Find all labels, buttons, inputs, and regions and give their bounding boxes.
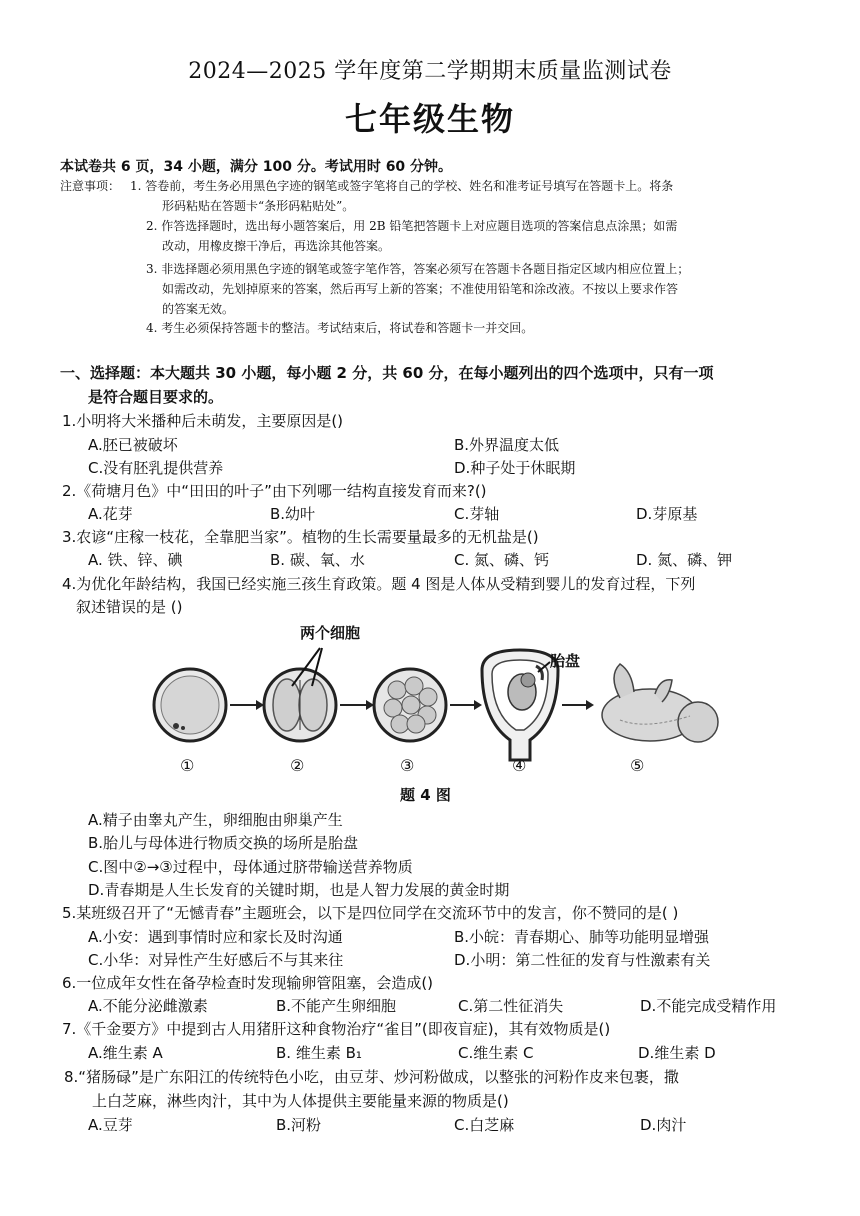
q4-option-b: B.胎儿与母体进行物质交换的场所是胎盘 — [88, 834, 359, 852]
arrow-3 — [450, 700, 482, 710]
notes-label: 注意事项： — [60, 179, 121, 193]
q7-option-c: C.维生素 C — [458, 1044, 534, 1062]
q2-option-c: C.芽轴 — [454, 505, 500, 523]
note-3b: 如需改动，先划掉原来的答案，然后再写上新的答案；不准使用铅笔和涂改液。不按以上要求作答 — [162, 282, 679, 296]
q1-option-b: B.外界温度太低 — [454, 436, 560, 454]
q1-stem: 1.小明将大米播种后未萌发，主要原因是() — [62, 412, 344, 430]
stage-number-1: ① — [180, 756, 195, 775]
figure-4-caption: 题 4 图 — [400, 786, 451, 804]
exam-subject: 七年级生物 — [344, 100, 515, 138]
q2-option-d: D.芽原基 — [636, 505, 698, 523]
uterus-fetus — [482, 650, 558, 760]
q3-option-c: C. 氮、磷、钙 — [454, 551, 550, 569]
note-2a: 2. 作答选择题时，选出每小题答案后，用 2B 铅笔把答题卡上对应题目选项的答案信息点涂黑；如需 — [146, 219, 678, 233]
q1-option-d: D.种子处于休眠期 — [454, 459, 576, 477]
stage-number-4: ④ — [512, 756, 527, 775]
exam-title: 2024—2025 学年度第二学期期末质量监测试卷 — [188, 59, 672, 84]
note-3a: 3. 非选择题必须用黑色字迹的钢笔或签字笔作答，答案必须写在答题卡各题目指定区域内相应位置上； — [146, 262, 690, 276]
section-1-heading-cont: 是符合题目要求的。 — [88, 388, 224, 406]
arrow-1 — [230, 700, 264, 710]
label-placenta: 胎盘 — [550, 652, 581, 670]
q7-option-a: A.维生素 A — [88, 1044, 163, 1062]
q5-option-d: D.小明：第二性征的发育与性激素有关 — [454, 951, 711, 969]
q4-stem: 4.为优化年龄结构，我国已经实施三孩生育政策。题 4 图是人体从受精到婴儿的发育过程，下列 — [62, 575, 696, 593]
q4-option-a: A.精子由睾丸产生，卵细胞由卵巢产生 — [88, 811, 343, 829]
note-1a: 1. 答卷前，考生务必用黑色字迹的钢笔或签字笔将自己的学校、姓名和准考证号填写在答题卡上。将条 — [130, 179, 674, 193]
q4-option-c: C.图中②→③过程中，母体通过脐带输送营养物质 — [88, 858, 413, 876]
q8-option-a: A.豆芽 — [88, 1116, 133, 1134]
label-two-cells: 两个细胞 — [300, 624, 361, 642]
q5-option-a: A.小安：遇到事情时应和家长及时沟通 — [88, 928, 343, 946]
stage-number-3: ③ — [400, 756, 415, 775]
q6-option-b: B.不能产生卵细胞 — [276, 997, 397, 1015]
figure-4-diagram — [150, 620, 730, 810]
q7-option-b: B. 维生素 B₁ — [276, 1044, 362, 1062]
morula-stage — [374, 669, 446, 741]
q3-option-a: A. 铁、锌、碘 — [88, 551, 183, 569]
q5-stem: 5.某班级召开了“无憾青春”主题班会，以下是四位同学在交流环节中的发言，你不赞同的是( ) — [62, 904, 679, 922]
note-4: 4. 考生必须保持答题卡的整洁。考试结束后，将试卷和答题卡一并交回。 — [146, 321, 534, 335]
q2-option-b: B.幼叶 — [270, 505, 316, 523]
fertilized-egg-cell — [154, 669, 226, 741]
stage-number-5: ⑤ — [630, 756, 645, 775]
q4-option-d: D.青春期是人生长发育的关键时期，也是人智力发展的黄金时期 — [88, 881, 510, 899]
q1-option-c: C.没有胚乳提供营养 — [88, 459, 224, 477]
q5-option-c: C.小华：对异性产生好感后不与其来往 — [88, 951, 344, 969]
q7-option-d: D.维生素 D — [638, 1044, 716, 1062]
note-2b: 改动，用橡皮擦干净后，再选涂其他答案。 — [162, 239, 391, 253]
q3-option-d: D. 氮、磷、钾 — [636, 551, 733, 569]
note-3c: 的答案无效。 — [162, 302, 235, 316]
q3-option-b: B. 碳、氧、水 — [270, 551, 365, 569]
q6-option-c: C.第二性征消失 — [458, 997, 564, 1015]
arrow-4 — [562, 700, 594, 710]
q8-stem: 8.“猪肠碌”是广东阳江的传统特色小吃，由豆芽、炒河粉做成，以整张的河粉作皮来包裹，撒 — [64, 1068, 679, 1086]
q1-option-a: A.胚已被破坏 — [88, 436, 178, 454]
two-cell-stage — [264, 669, 336, 741]
q3-stem: 3.农谚“庄稼一枝花，全靠肥当家”。植物的生长需要量最多的无机盐是() — [62, 528, 539, 546]
q6-stem: 6.一位成年女性在备孕检查时发现输卵管阻塞，会造成() — [62, 974, 434, 992]
q8-option-d: D.肉汁 — [640, 1116, 687, 1134]
q8-option-b: B.河粉 — [276, 1116, 322, 1134]
q7-stem: 7.《千金要方》中提到古人用猪肝这种食物治疗“雀目”(即夜盲症)，其有效物质是() — [62, 1020, 611, 1038]
baby — [602, 664, 718, 742]
q2-stem: 2.《荷塘月色》中“田田的叶子”由下列哪一结构直接发育而来?() — [62, 482, 487, 500]
q6-option-a: A.不能分泌雌激素 — [88, 997, 208, 1015]
q5-option-b: B.小皖：青春期心、肺等功能明显增强 — [454, 928, 710, 946]
q4-stem-cont: 叙述错误的是 () — [76, 598, 183, 616]
arrow-2 — [340, 700, 374, 710]
exam-intro: 本试卷共 6 页，34 小题，满分 100 分。考试用时 60 分钟。 — [60, 159, 453, 175]
figure-4 — [150, 620, 730, 810]
q2-option-a: A.花芽 — [88, 505, 133, 523]
stage-number-2: ② — [290, 756, 305, 775]
section-1-heading: 一、选择题：本大题共 30 小题，每小题 2 分，共 60 分，在每小题列出的四个选项中，只有一项 — [60, 364, 714, 382]
q8-stem-cont: 上白芝麻，淋些肉汁，其中为人体提供主要能量来源的物质是() — [92, 1092, 509, 1110]
q8-option-c: C.白芝麻 — [454, 1116, 515, 1134]
q6-option-d: D.不能完成受精作用 — [640, 997, 777, 1015]
note-1b: 形码粘贴在答题卡“条形码粘贴处”。 — [162, 199, 355, 213]
